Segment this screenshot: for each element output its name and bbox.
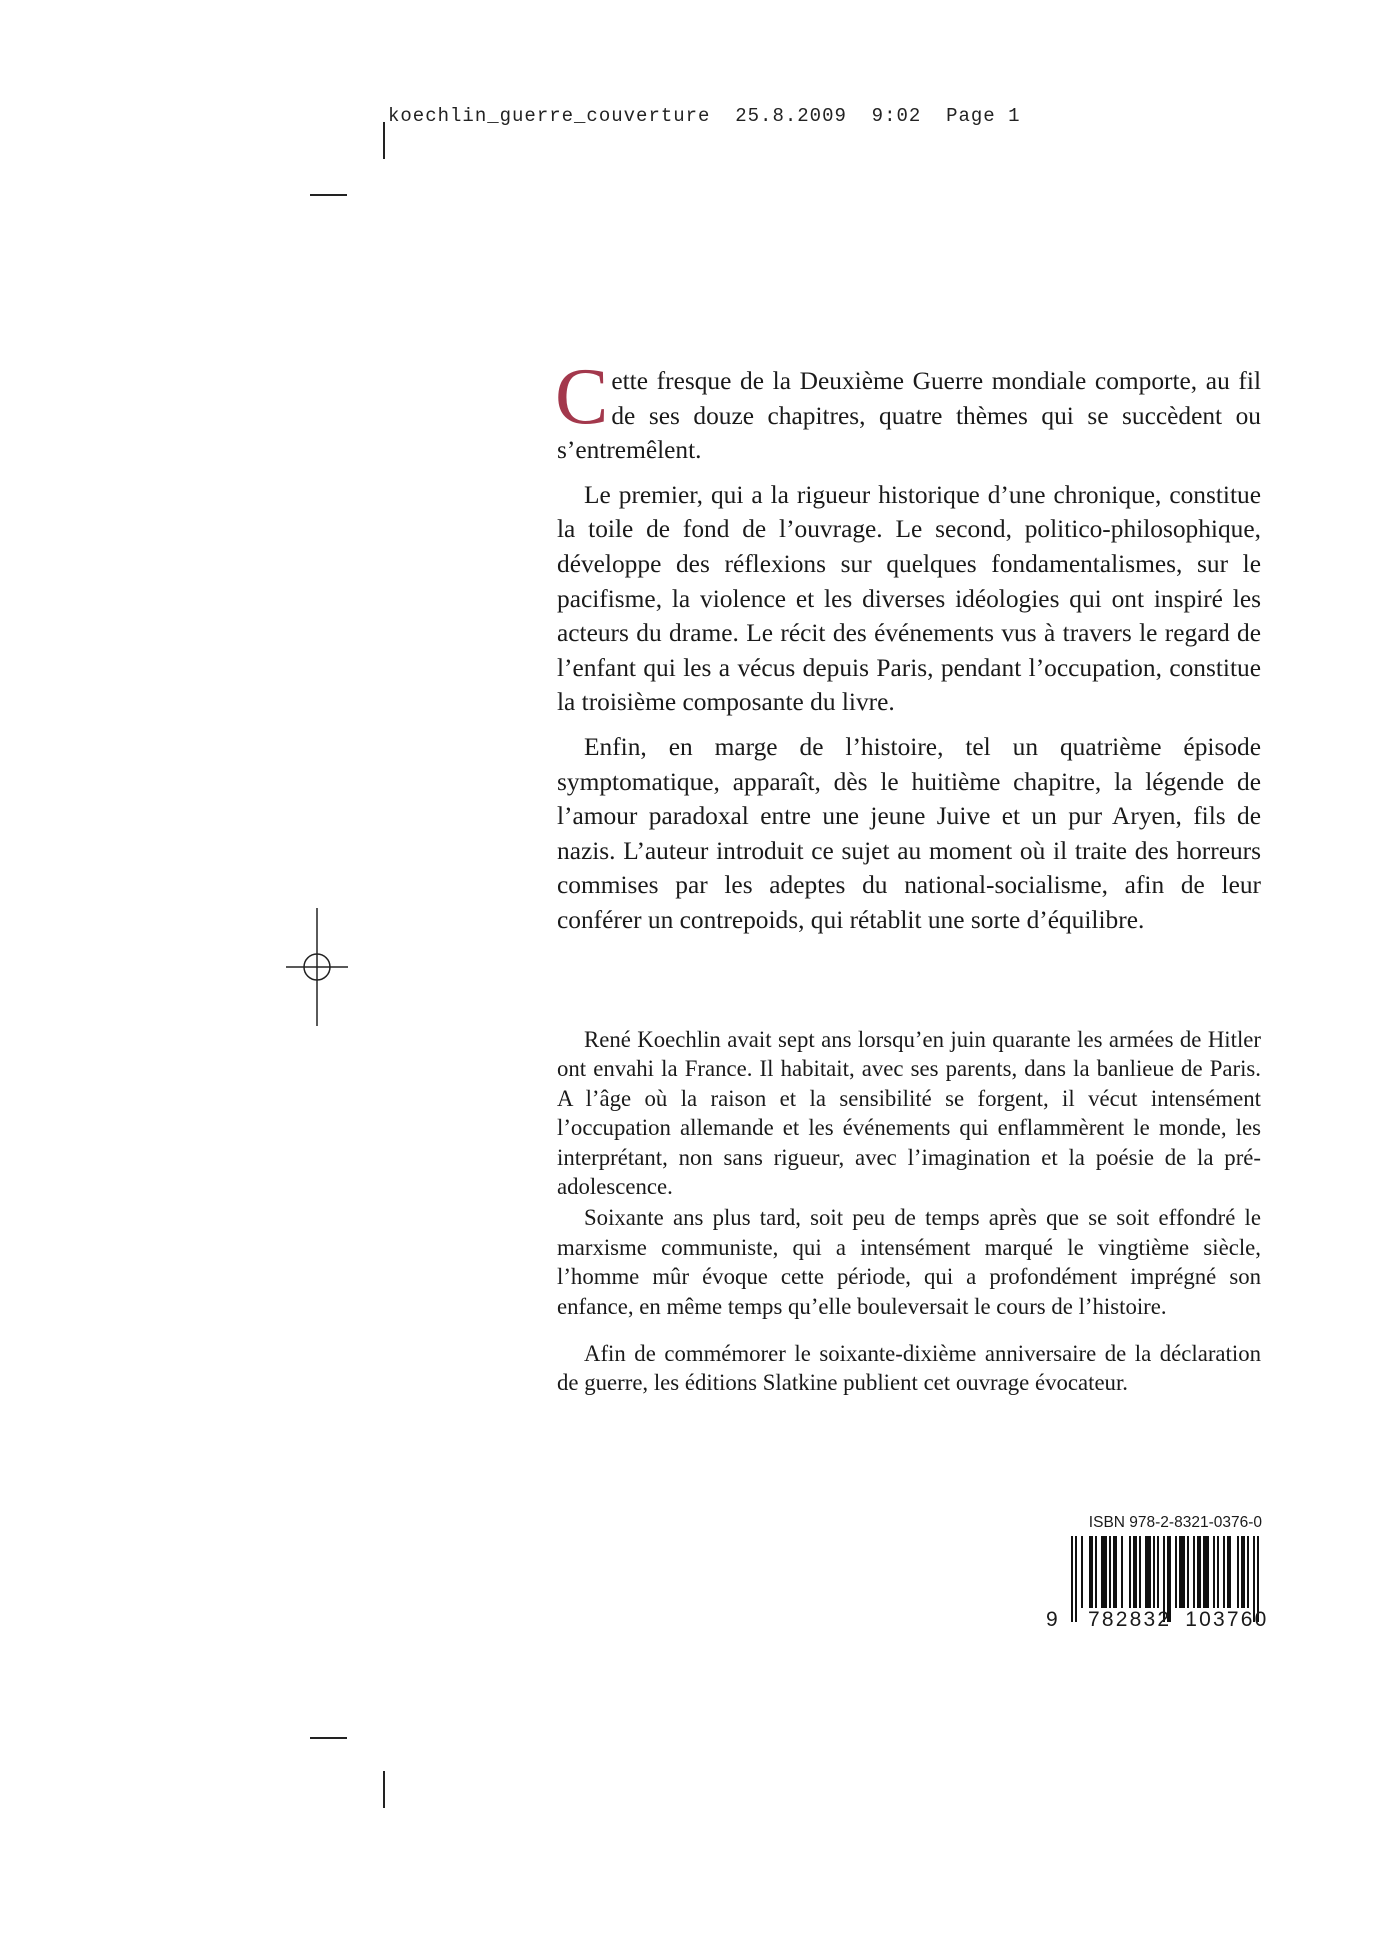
- author-bio: [557, 1025, 1261, 1398]
- bio-paragraph-2: Soixante ans plus tard, soit peu de temps après que se soit effondré le marxisme communiste, qui a intensément marqué le vingtième siècle, l’homme mûr évoque cette période, qui a profondément imprégné son enfance, en même temps qu’elle bouleversait le cours de l’histoire.: [557, 1205, 1261, 1319]
- crop-mark-bottom-vertical: [383, 1771, 385, 1808]
- barcode-bar: [1157, 1536, 1159, 1608]
- isbn-label: ISBN 978-2-8321-0376-0: [1088, 1514, 1262, 1531]
- barcode-bar: [1121, 1536, 1123, 1608]
- blurb-paragraph-1-text: ette fresque de la Deuxième Guerre mondiale comporte, au fil de ses douze chapitres, quatre thèmes qui se succèdent ou s’entremêlent.: [557, 367, 1261, 465]
- ean-digits: [1046, 1608, 1269, 1632]
- barcode-bar: [1113, 1536, 1117, 1608]
- drop-cap: C: [555, 353, 609, 441]
- barcode-bar: [1089, 1536, 1093, 1608]
- barcode-bar: [1101, 1536, 1107, 1608]
- barcode-bar: [1247, 1536, 1249, 1608]
- blurb-paragraph-3: Enfin, en marge de l’histoire, tel un quatrième épisode symptomatique, apparaît, dès le huitième chapitre, la légende de l’amour paradoxal entre une jeune Juive et un pur Aryen, fils de nazis. L’auteur introduit ce sujet au moment où il traite des horreurs commises par les adeptes du national-socialisme, afin de leur conférer un contrepoids, qui rétablit une sorte d’équilibre.: [557, 732, 1261, 934]
- barcode-bar: [1197, 1536, 1201, 1608]
- back-cover-blurb: [555, 353, 1261, 948]
- barcode-bar: [1175, 1536, 1177, 1608]
- blurb-paragraph-2: Le premier, qui a la rigueur historique d’une chronique, constitue la toile de fond de l’ouvrage. Le second, politico-philosophique, développe des réflexions sur quelques fondamentalismes, sur le pacifisme, la violence et les diverses idéologies qui ont inspiré les acteurs du drame. Le récit des événements vus à travers le regard de l’enfant qui les a vécus depuis Paris, pendant l’occupation, constitue la troisième composante du livre.: [557, 480, 1261, 717]
- barcode-bar: [1227, 1536, 1231, 1608]
- barcode-bar: [1153, 1536, 1155, 1608]
- barcode-bar: [1133, 1536, 1137, 1608]
- ean-group-2: 103760: [1185, 1608, 1269, 1631]
- barcode-bar: [1109, 1536, 1111, 1608]
- barcode-bar: [1217, 1536, 1219, 1608]
- bio-paragraph-3: Afin de commémorer le soixante-dixième anniversaire de la déclaration de guerre, les éditions Slatkine publient cet ouvrage évocateur.: [557, 1341, 1261, 1396]
- barcode-bar: [1237, 1536, 1239, 1608]
- barcode-bar: [1139, 1536, 1141, 1608]
- barcode-bar: [1081, 1536, 1083, 1608]
- crop-mark-top-horizontal: [310, 194, 347, 196]
- bio-paragraph-1: René Koechlin avait sept ans lorsqu’en juin quarante les armées de Hitler ont envahi la France. Il habitait, avec ses parents, dans la banlieue de Paris. A l’âge où la raison et la sensibilité se forgent, il vécut intensément l’occupation allemande et les événements qui enflammèrent le monde, les interprétant, non sans rigueur, avec l’imagination et la poésie de la pré-adolescence.: [557, 1027, 1261, 1200]
- crop-mark-bottom-horizontal: [310, 1737, 347, 1739]
- barcode-bar: [1187, 1536, 1189, 1608]
- blurb-paragraph-1: [555, 353, 1261, 468]
- crop-mark-top-vertical: [383, 122, 385, 159]
- barcode-bar: [1223, 1536, 1225, 1608]
- ean-group-1: 782832: [1087, 1608, 1172, 1631]
- registration-mark-icon: [286, 908, 348, 1026]
- barcode-bar: [1193, 1536, 1195, 1608]
- barcode-bar: [1145, 1536, 1151, 1608]
- barcode-bar: [1203, 1536, 1209, 1608]
- barcode-bar: [1095, 1536, 1097, 1608]
- barcode-bar: [1129, 1536, 1131, 1608]
- barcode-bar: [1213, 1536, 1215, 1608]
- file-slug-line: koechlin_guerre_couverture 25.8.2009 9:02 Page 1: [388, 105, 1021, 127]
- barcode-bar: [1179, 1536, 1185, 1608]
- barcode-bar: [1241, 1536, 1245, 1608]
- ean-first-digit: 9: [1046, 1608, 1060, 1631]
